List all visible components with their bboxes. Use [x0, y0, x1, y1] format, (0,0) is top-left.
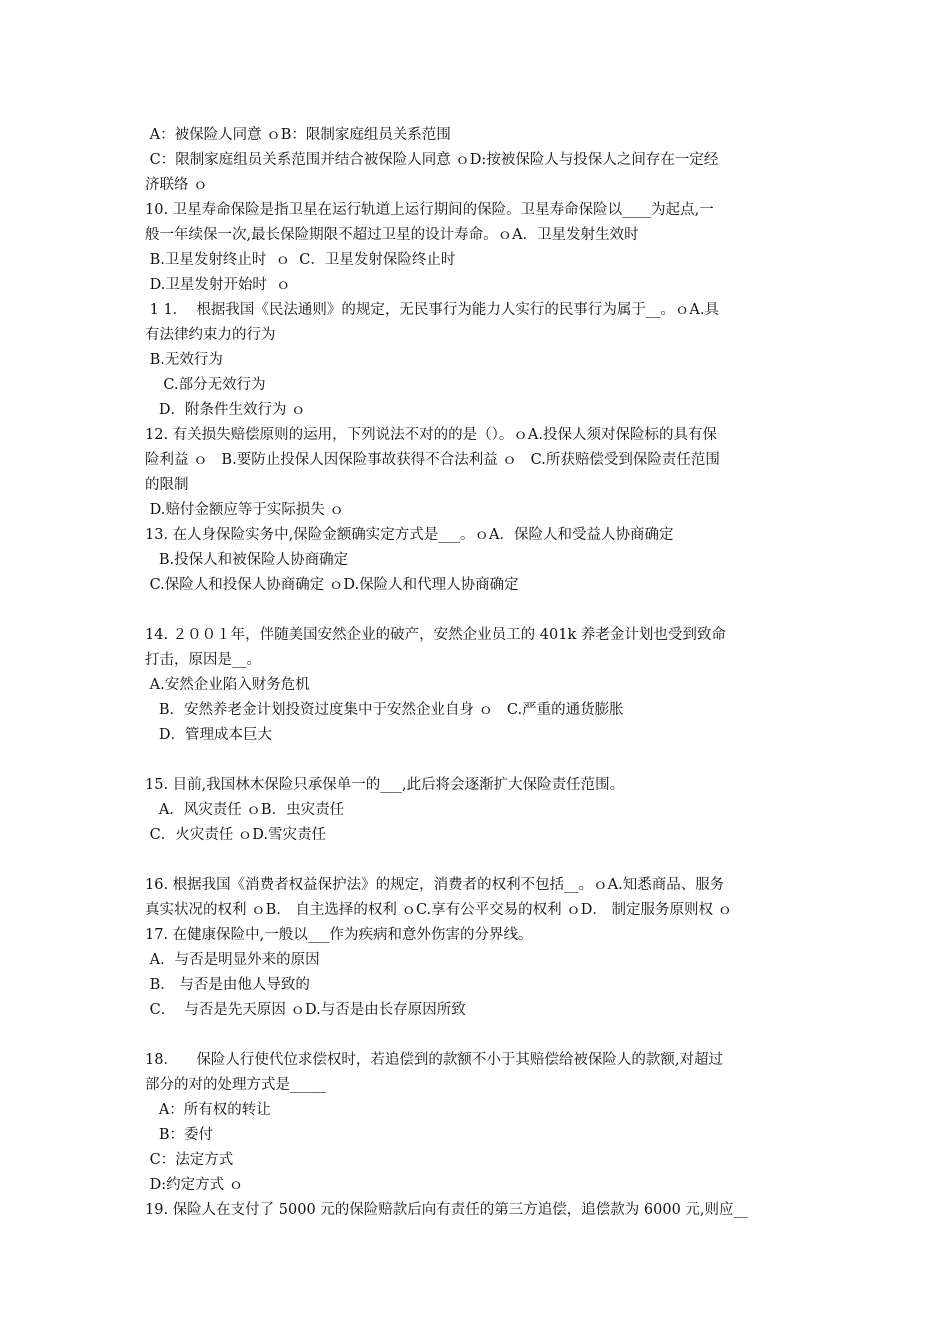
text-line: C．火灾责任 ｏD.雪灾责任	[145, 827, 327, 843]
text-line: 14. ２００１年，伴随美国安然企业的破产，安然企业员工的 401k 养老金计划也受到致命	[145, 627, 726, 643]
text-line: A：被保险人同意 ｏB：限制家庭组员关系范围	[145, 127, 451, 143]
text-line: B.无效行为	[145, 352, 223, 368]
text-line: B．安然养老金计划投资过度集中于安然企业自身 ｏ C.严重的通货膨胀	[145, 702, 624, 718]
blank-line	[145, 748, 814, 773]
text-line: B． 与否是由他人导致的	[145, 977, 310, 993]
text-line: 10. 卫星寿命保险是指卫星在运行轨道上运行期间的保险。卫星寿命保险以____为起点,一	[145, 202, 714, 218]
text-line: D．附条件生效行为 ｏ	[145, 402, 306, 418]
text-line: 的限制	[145, 477, 189, 493]
text-line: 12. 有关损失赔偿原则的运用，下列说法不对的的是（）。ｏA.投保人须对保险标的具有保	[145, 427, 717, 443]
text-line: A．与否是明显外来的原因	[145, 952, 320, 968]
text-line: D:约定方式 ｏ	[145, 1177, 244, 1193]
text-line: 济联络 ｏ	[145, 177, 208, 193]
text-line: 般一年续保一次,最长保险期限不超过卫星的设计寿命。ｏA．卫星发射生效时	[145, 227, 639, 243]
text-line: 部分的对的处理方式是_____	[145, 1077, 327, 1093]
text-line: 有法律约束力的行为	[145, 327, 276, 343]
text-line: 18． 保险人行使代位求偿权时，若追偿到的款额不小于其赔偿给被保险人的款额,对超过	[145, 1052, 723, 1068]
text-line: B.卫星发射终止时 ｏ C．卫星发射保险终止时	[145, 252, 456, 268]
text-line: 15. 目前,我国林木保险只承保单一的___,此后将会逐渐扩大保险责任范围。	[145, 777, 625, 793]
text-line: A：所有权的转让	[145, 1102, 271, 1118]
text-line: B.投保人和被保险人协商确定	[145, 552, 349, 568]
text-line: 17. 在健康保险中,一般以___作为疾病和意外伤害的分界线。	[145, 927, 533, 943]
blank-line	[145, 1023, 814, 1048]
text-line: 1 1． 根据我国《民法通则》的规定，无民事行为能力人实行的民事行为属于__。ｏA.具	[145, 302, 719, 318]
text-line: C：限制家庭组员关系范围并结合被保险人同意 ｏD:按被保险人与投保人之间存在一定经	[145, 152, 719, 168]
text-line: 真实状况的权利 ｏB． 自主选择的权利 ｏC.享有公平交易的权利 ｏD． 制定服务原则权 ｏ	[145, 902, 733, 918]
blank-line	[145, 848, 814, 873]
text-line: C：法定方式	[145, 1152, 234, 1168]
text-line: 19. 保险人在支付了 5000 元的保险赔款后向有责任的第三方追偿，追偿款为 6000 元,则应__	[145, 1202, 749, 1218]
text-line: C.部分无效行为	[145, 377, 266, 393]
text-line: A.安然企业陷入财务危机	[145, 677, 310, 693]
blank-line	[145, 598, 814, 623]
text-line: 13. 在人身保险实务中,保险金额确实定方式是___。ｏA．保险人和受益人协商确定	[145, 527, 674, 543]
text-line: C.保险人和投保人协商确定 ｏD.保险人和代理人协商确定	[145, 577, 519, 593]
text-line: 16. 根据我国《消费者权益保护法》的规定，消费者的权利不包括__。ｏA.知悉商品、服务	[145, 877, 725, 893]
text-line: 险利益 ｏ B.要防止投保人因保险事故获得不合法利益 ｏ C.所获赔偿受到保险责任范围	[145, 452, 720, 468]
text-line: A．风灾责任 ｏB．虫灾责任	[145, 802, 345, 818]
text-line: D.卫星发射开始时 ｏ	[145, 277, 291, 293]
text-line: 打击，原因是__。	[145, 652, 261, 668]
text-line: B：委付	[145, 1127, 213, 1143]
text-line: C． 与否是先天原因 ｏD.与否是由长存原因所致	[145, 1002, 466, 1018]
text-line: D．管理成本巨大	[145, 727, 272, 743]
text-line: D.赔付金额应等于实际损失 ｏ	[145, 502, 344, 518]
